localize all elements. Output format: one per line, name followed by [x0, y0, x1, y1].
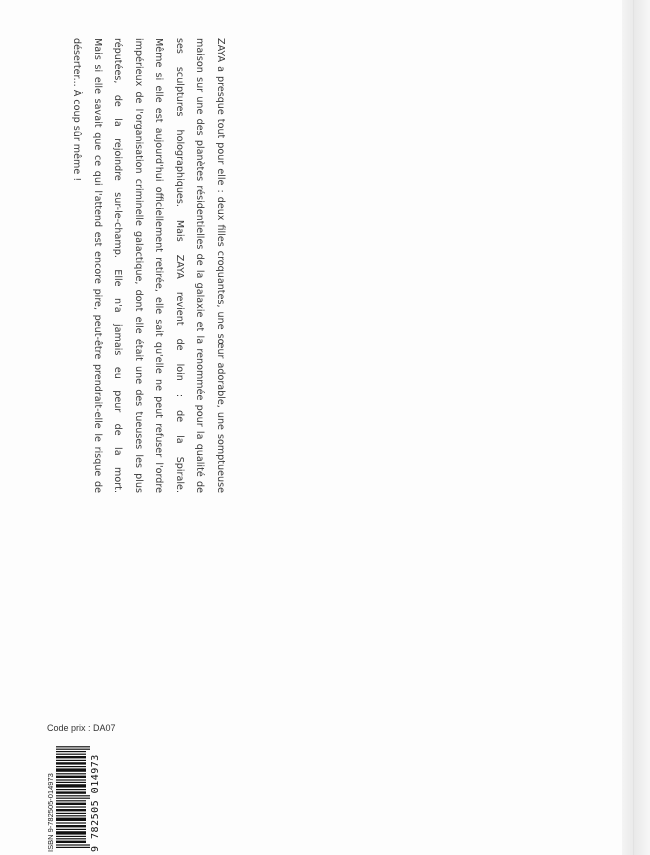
spine-edge [622, 0, 650, 855]
barcode-icon [56, 744, 90, 848]
barcode-block [46, 740, 104, 852]
blurb-text-rotated [50, 38, 230, 493]
blurb-paragraph-3: Mais si elle savait que ce qui l'attend est encore pire, peut-être prendrait-elle le risque de déserter... À coup sûr même ! [71, 38, 103, 493]
blurb-paragraph-2: Même si elle est aujourd'hui officiellement retirée, elle sait qu'elle ne peut refuser l'ordre impérieux de l'organisation criminelle galactique, dont elle était une des tueuses les plus réputées, de la rejoindre sur-le-champ. Elle n'a jamais eu peur de la mort. [112, 38, 165, 493]
blurb-paragraph-1: ZAYA a presque tout pour elle : deux filles croquantes, une sœur adorable, une somptueuse maison sur une des planètes résidentielles de la galaxie et la renommée pour la qualité de ses sculptures holographiques. Mais ZAYA revient de loin : de la Spirale. [174, 38, 226, 493]
barcode-rotated [46, 740, 104, 852]
isbn-number: ISBN 9-782505-014973 [46, 773, 55, 852]
spine-fold-line [633, 0, 634, 855]
price-code: Code prix : DA07 [47, 723, 116, 733]
back-cover-blurb [50, 38, 230, 493]
barcode-digits: 9 782505 014973 [90, 754, 101, 852]
